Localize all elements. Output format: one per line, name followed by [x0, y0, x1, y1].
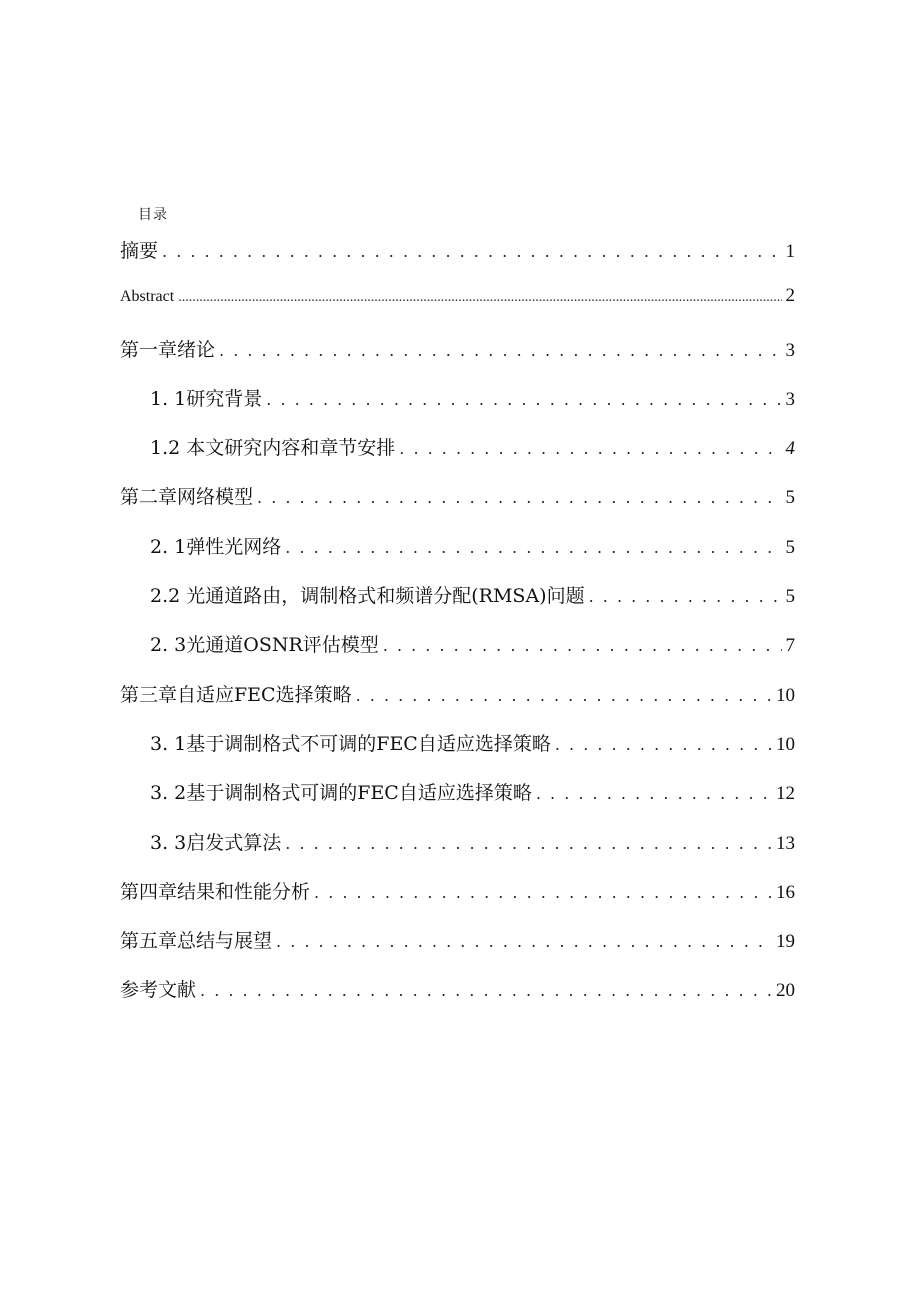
- toc-entry[interactable]: [120, 433, 795, 482]
- toc-entry-page: 12: [776, 783, 795, 805]
- toc-entry-page: 5: [785, 586, 795, 608]
- toc-entry-page: 19: [776, 931, 795, 953]
- dot-leader: [536, 784, 772, 803]
- toc-entry-page: 16: [776, 881, 795, 903]
- dot-leader: [200, 981, 772, 1000]
- toc-entry-label: 第四章结果和性能分析: [120, 880, 311, 903]
- dot-leader: [219, 341, 781, 360]
- toc-title: 目录: [138, 207, 168, 223]
- table-of-contents: [120, 236, 795, 1025]
- toc-entry-page: 13: [776, 832, 795, 854]
- toc-entry-page: 1: [785, 241, 795, 262]
- toc-entry-label: 第二章网络模型: [120, 486, 254, 509]
- dot-leader: [276, 932, 772, 951]
- dot-leader: [589, 587, 782, 606]
- toc-entry-page: 5: [785, 487, 795, 509]
- toc-entry-page: 10: [776, 733, 795, 755]
- toc-entry[interactable]: [120, 285, 795, 334]
- toc-entry-label: 摘要: [120, 240, 159, 262]
- toc-entry[interactable]: [120, 335, 795, 384]
- toc-entry-label: 参考文献: [120, 979, 197, 1002]
- toc-entry[interactable]: [120, 482, 795, 531]
- dot-leader: [314, 883, 772, 902]
- toc-entry-page: 2: [785, 285, 795, 307]
- toc-entry[interactable]: [120, 630, 795, 679]
- toc-entry-label: 1. 1研究背景: [150, 387, 263, 410]
- toc-entry-page: 3: [785, 388, 795, 410]
- dot-leader: [285, 834, 772, 853]
- toc-entry[interactable]: [120, 729, 795, 778]
- toc-entry[interactable]: [120, 877, 795, 926]
- toc-entry-label: 第一章绪论: [120, 338, 216, 361]
- toc-entry-label: 2.2 光通道路由，调制格式和频谱分配(RMSA)问题: [150, 585, 585, 608]
- dot-leader: [399, 439, 781, 458]
- dot-leader: [555, 735, 772, 754]
- toc-entry-label: 2. 1弹性光网络: [150, 535, 282, 558]
- toc-entry[interactable]: [120, 975, 795, 1024]
- toc-entry-label: 2. 3光通道OSNR评估模型: [150, 634, 379, 657]
- toc-entry-label: 1.2 本文研究内容和章节安排: [150, 437, 396, 460]
- toc-entry-page: 4: [785, 438, 795, 460]
- toc-entry[interactable]: [120, 532, 795, 581]
- dot-leader: [178, 288, 781, 306]
- toc-entry-page: 3: [785, 339, 795, 361]
- toc-entry-label: Abstract: [120, 288, 175, 306]
- toc-entry[interactable]: [120, 384, 795, 433]
- dot-leader: [356, 686, 772, 705]
- toc-entry-label: 3. 1基于调制格式不可调的FEC自适应选择策略: [150, 732, 551, 755]
- toc-entry-label: 3. 3启发式算法: [150, 831, 282, 854]
- toc-entry-label: 第三章自适应FEC选择策略: [120, 683, 352, 706]
- toc-entry-page: 7: [785, 635, 795, 657]
- dot-leader: [383, 636, 782, 655]
- toc-entry[interactable]: [120, 926, 795, 975]
- dot-leader: [266, 390, 781, 409]
- dot-leader: [257, 488, 781, 507]
- dot-leader: [162, 242, 781, 261]
- dot-leader: [285, 538, 781, 557]
- toc-entry[interactable]: [120, 828, 795, 877]
- toc-entry[interactable]: [120, 581, 795, 630]
- toc-entry-label: 第五章总结与展望: [120, 930, 273, 953]
- toc-entry[interactable]: [120, 680, 795, 729]
- toc-entry[interactable]: [120, 236, 795, 285]
- toc-entry[interactable]: [120, 778, 795, 827]
- toc-entry-page: 20: [776, 980, 795, 1002]
- toc-entry-page: 5: [785, 536, 795, 558]
- toc-entry-page: 10: [776, 684, 795, 706]
- toc-entry-label: 3. 2基于调制格式可调的FEC自适应选择策略: [150, 782, 532, 805]
